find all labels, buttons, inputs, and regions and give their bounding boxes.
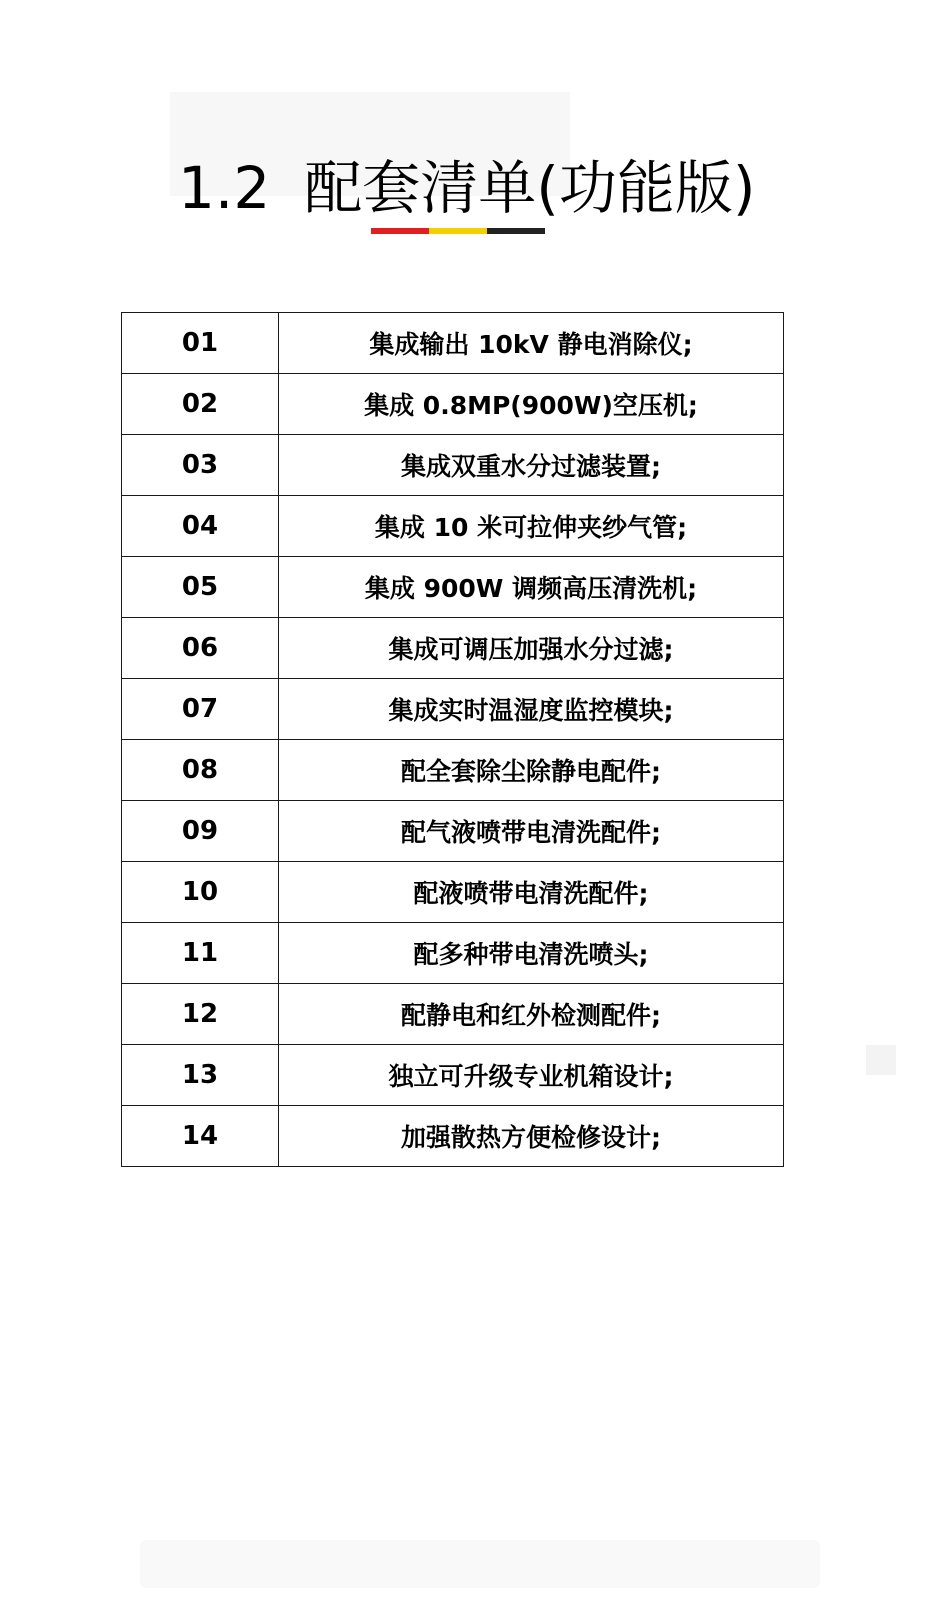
- row-number: 03: [122, 435, 279, 496]
- table-row: [122, 1045, 784, 1106]
- faint-artifact: [866, 1045, 896, 1075]
- row-item: 集成可调压加强水分过滤;: [279, 618, 784, 679]
- row-number: 12: [122, 984, 279, 1045]
- title-text: 配套清单(功能版): [304, 153, 756, 222]
- table-row: [122, 862, 784, 923]
- row-item: 配静电和红外检测配件;: [279, 984, 784, 1045]
- page-title: [178, 143, 756, 233]
- row-number: 02: [122, 374, 279, 435]
- table-row: [122, 557, 784, 618]
- row-number: 05: [122, 557, 279, 618]
- equipment-list-table: [121, 312, 784, 1167]
- table-row: [122, 313, 784, 374]
- color-divider: [371, 228, 545, 234]
- row-item: 集成实时温湿度监控模块;: [279, 679, 784, 740]
- row-item: 集成 900W 调频高压清洗机;: [279, 557, 784, 618]
- row-item: 独立可升级专业机箱设计;: [279, 1045, 784, 1106]
- row-number: 07: [122, 679, 279, 740]
- row-item: 配液喷带电清洗配件;: [279, 862, 784, 923]
- table-row: [122, 496, 784, 557]
- table-row: [122, 801, 784, 862]
- table-row: [122, 740, 784, 801]
- row-number: 11: [122, 923, 279, 984]
- row-number: 10: [122, 862, 279, 923]
- row-item: 配气液喷带电清洗配件;: [279, 801, 784, 862]
- row-number: 01: [122, 313, 279, 374]
- row-item: 配全套除尘除静电配件;: [279, 740, 784, 801]
- row-number: 09: [122, 801, 279, 862]
- row-number: 13: [122, 1045, 279, 1106]
- row-number: 04: [122, 496, 279, 557]
- table-row: [122, 1106, 784, 1167]
- table-row: [122, 618, 784, 679]
- title-number: 1.2: [178, 153, 271, 222]
- divider-red-segment: [371, 228, 429, 234]
- table-row: [122, 435, 784, 496]
- row-number: 14: [122, 1106, 279, 1167]
- table-row: [122, 679, 784, 740]
- row-item: 加强散热方便检修设计;: [279, 1106, 784, 1167]
- row-item: 集成输出 10kV 静电消除仪;: [279, 313, 784, 374]
- table-row: [122, 923, 784, 984]
- table-row: [122, 374, 784, 435]
- row-item: 集成 0.8MP(900W)空压机;: [279, 374, 784, 435]
- row-item: 集成双重水分过滤装置;: [279, 435, 784, 496]
- table-row: [122, 984, 784, 1045]
- row-number: 08: [122, 740, 279, 801]
- divider-black-segment: [487, 228, 545, 234]
- faint-footer-band: [140, 1540, 820, 1588]
- row-item: 配多种带电清洗喷头;: [279, 923, 784, 984]
- row-item: 集成 10 米可拉伸夹纱气管;: [279, 496, 784, 557]
- divider-yellow-segment: [429, 228, 487, 234]
- row-number: 06: [122, 618, 279, 679]
